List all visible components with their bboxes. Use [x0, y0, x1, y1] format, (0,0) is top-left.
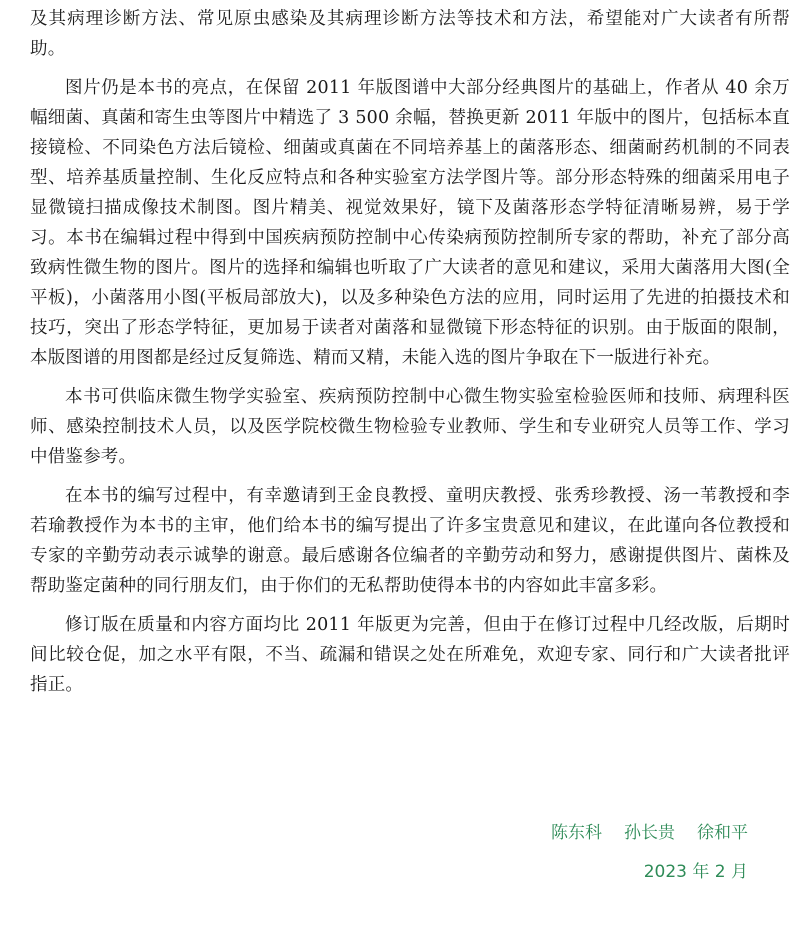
signature-date: 2023 年 2 月	[643, 862, 748, 882]
paragraph-revision-note: 修订版在质量和内容方面均比 2011 年版更为完善，但由于在修订过程中几经改版，后期时间比较仓促，加之水平有限，不当、疏漏和错误之处在所难免，欢迎专家、同行和广大读者批评指正。	[30, 615, 790, 695]
preface-body	[30, 4, 790, 700]
author-name: 徐和平	[697, 823, 748, 843]
author-name: 陈东科	[551, 823, 602, 843]
paragraph-audience: 本书可供临床微生物学实验室、疾病预防控制中心微生物实验室检验医师和技师、病理科医师、感染控制技术人员，以及医学院校微生物检验专业教师、学生和专业研究人员等工作、学习中借鉴参考。	[30, 387, 790, 467]
author-names	[551, 818, 748, 848]
signature-block	[551, 818, 748, 887]
author-name: 孙长贵	[624, 823, 675, 843]
paragraph-continuation: 及其病理诊断方法、常见原虫感染及其病理诊断方法等技术和方法，希望能对广大读者有所帮助。	[30, 9, 790, 59]
paragraph-acknowledgements: 在本书的编写过程中，有幸邀请到王金良教授、童明庆教授、张秀珍教授、汤一苇教授和李若瑜教授作为本书的主审，他们给本书的编写提出了许多宝贵意见和建议，在此谨向各位教授和专家的辛勤劳动表示诚挚的谢意。最后感谢各位编者的辛勤劳动和努力，感谢提供图片、菌株及帮助鉴定菌种的同行朋友们，由于你们的无私帮助使得本书的内容如此丰富多彩。	[30, 486, 790, 596]
paragraph-images: 图片仍是本书的亮点，在保留 2011 年版图谱中大部分经典图片的基础上，作者从 40 余万幅细菌、真菌和寄生虫等图片中精选了 3 500 余幅，替换更新 2011 年版中的图片，包括标本直接镜检、不同染色方法后镜检、细菌或真菌在不同培养基上的菌落形态、细菌耐药机制的不同表型、培养基质量控制、生化反应特点和各种实验室方法学图片等。部分形态特殊的细菌采用电子显微镜扫描成像技术制图。图片精美、视觉效果好，镜下及菌落形态学特征清晰易辨，易于学习。本书在编辑过程中得到中国疾病预防控制中心传染病预防控制所专家的帮助，补充了部分高致病性微生物的图片。图片的选择和编辑也听取了广大读者的意见和建议，采用大菌落用大图(全平板)，小菌落用小图(平板局部放大)，以及多种染色方法的应用，同时运用了先进的拍摄技术和技巧，突出了形态学特征，更加易于读者对菌落和显微镜下形态特征的识别。由于版面的限制，本版图谱的用图都是经过反复筛选、精而又精，未能入选的图片争取在下一版进行补充。	[30, 78, 790, 368]
